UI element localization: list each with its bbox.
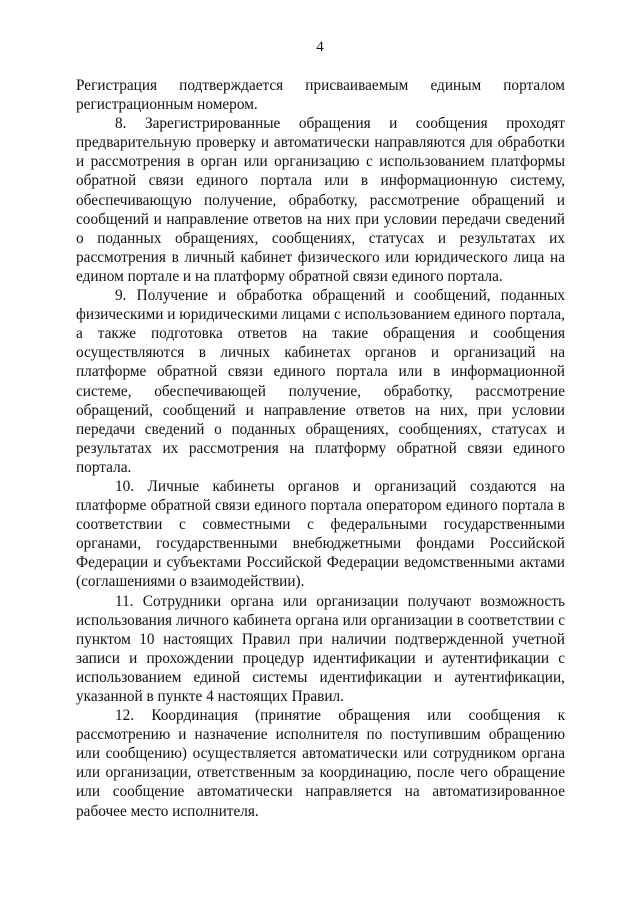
document-body bbox=[76, 76, 565, 821]
page-number: 4 bbox=[316, 39, 324, 55]
paragraph-item-11: 11. Сотрудники органа или организации получают возможность использования личного кабинета органа или организации в соответствии с пунктом 10 настоящих Правил при наличии подтвержденной учетной записи и прохождении процедур идентификации и аутентификации с использованием единой системы идентификации и аутентификации, указанной в пункте 4 настоящих Правил. bbox=[76, 592, 565, 705]
paragraph-item-10: 10. Личные кабинеты органов и организаций создаются на платформе обратной связи единого портала оператором единого портала в соответствии с совместными с федеральными государственными органами, государственными внебюджетными фондами Российской Федерации и субъектами Российской Федерации ведомственными актами (соглашениями о взаимодействии). bbox=[76, 477, 565, 591]
paragraph-item-8: 8. Зарегистрированные обращения и сообщения проходят предварительную проверку и автоматически направляются для обработки и рассмотрения в орган или организацию с использованием платформы обратной связи единого портала или в информационную систему, обеспечивающую получение, обработку, рассмотрение обращений и сообщений и направление ответов на них при условии передачи сведений о поданных обращениях, сообщениях, статусах и результатах их рассмотрения в личный кабинет физического или юридического лица на едином портале и на платформу обратной связи единого портала. bbox=[76, 115, 565, 285]
paragraph-item-9: 9. Получение и обработка обращений и сообщений, поданных физическими и юридическими лицами с использованием единого портала, а также подготовка ответов на такие обращения и сообщения осуществляются в личных кабинетах органов и организаций на платформе обратной связи единого портала или в информационной системе, обеспечивающей получение, обработку, рассмотрение обращений, сообщений и направление ответов на них, при условии передачи сведений о поданных обращениях, сообщениях, статусах и результатах их рассмотрения на платформу обратной связи единого портала. bbox=[76, 287, 565, 476]
paragraph-item-12: 12. Координация (принятие обращения или сообщения к рассмотрению и назначение исполнителя по поступившим обращению или сообщению) осуществляется автоматически или сотрудником органа или организации, ответственным за координацию, после чего обращение или сообщение автоматически направляется на автоматизированное рабочее место исполнителя. bbox=[76, 707, 565, 820]
paragraph-registration-continued: Регистрация подтверждается присваиваемым единым порталом регистрационным номером. bbox=[76, 77, 565, 114]
